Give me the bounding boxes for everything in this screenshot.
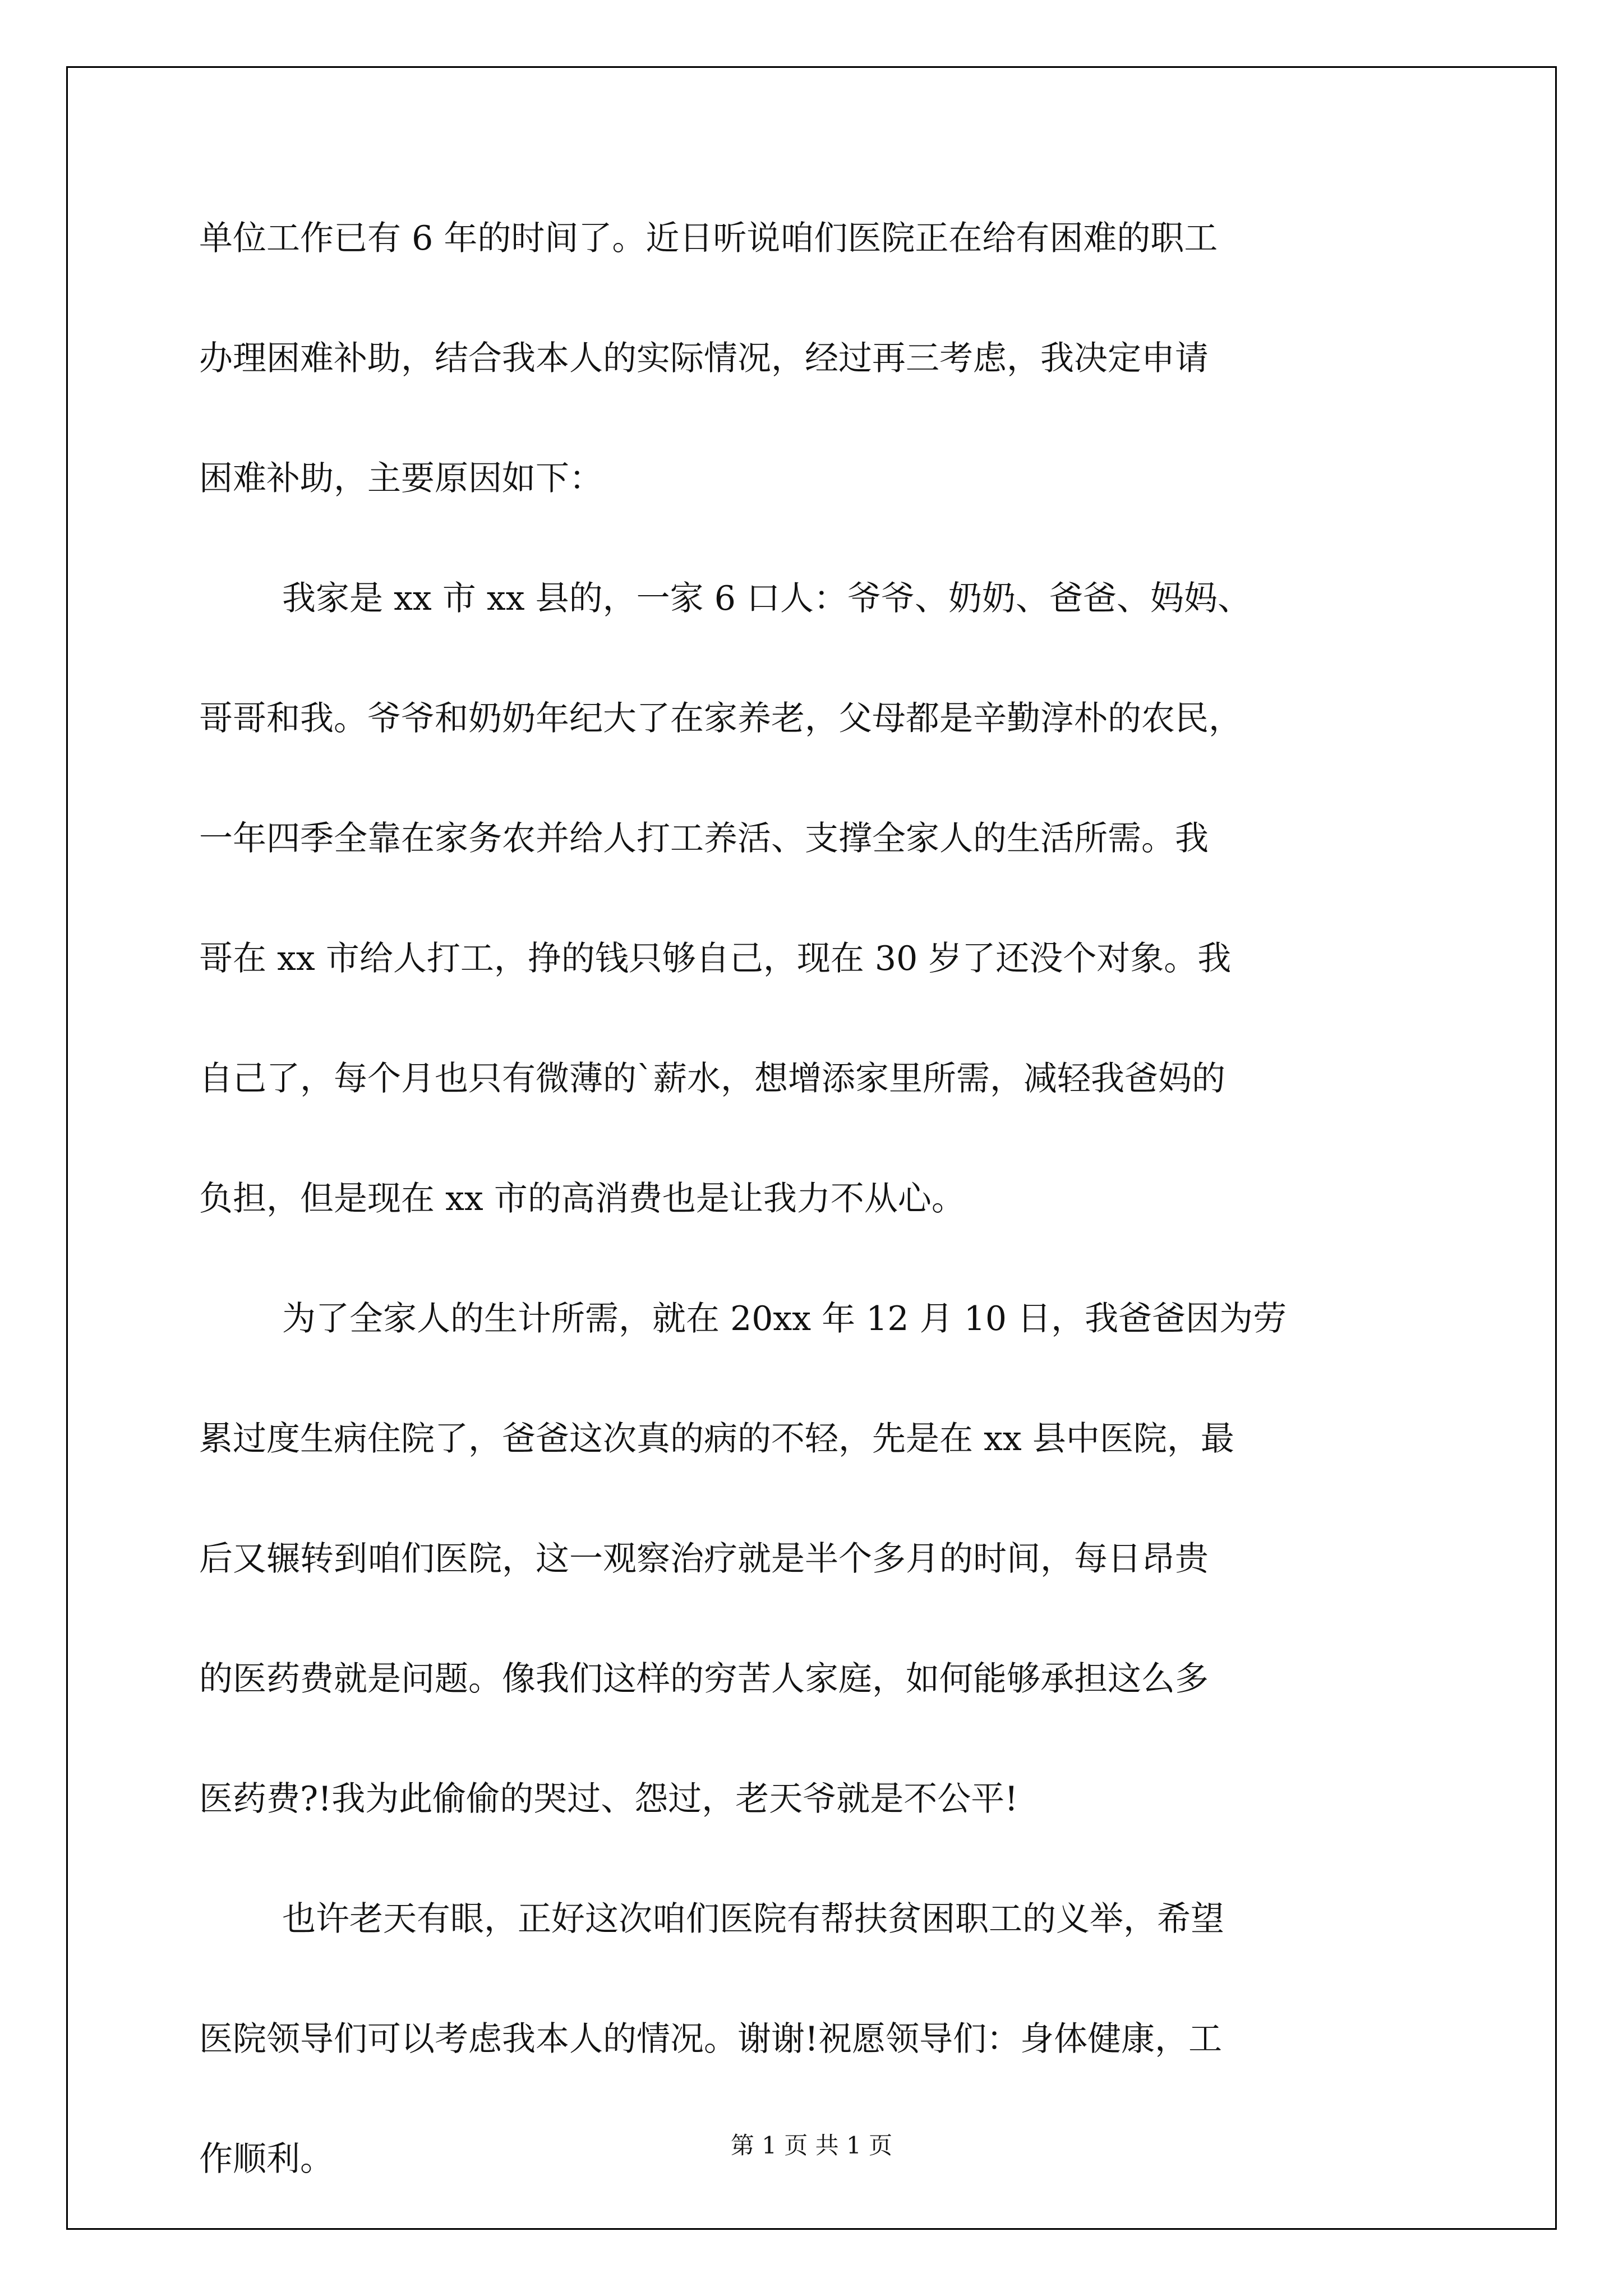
- paragraph-start-line: 我家是 xx 市 xx 县的，一家 6 口人：爷爷、奶奶、爸爸、妈妈、: [282, 579, 1251, 618]
- body-line: 办理困难补助，结合我本人的实际情况，经过再三考虑，我决定申请: [199, 339, 1209, 378]
- body-line: 医药费?!我为此偷偷的哭过、怨过，老天爷就是不公平!: [199, 1779, 1018, 1819]
- body-line: 的医药费就是问题。像我们这样的穷苦人家庭，如何能够承担这么多: [199, 1659, 1209, 1699]
- body-line: 累过度生病住院了，爸爸这次真的病的不轻，先是在 xx 县中医院，最: [199, 1419, 1234, 1458]
- paragraph-start-line: 也许老天有眼，正好这次咱们医院有帮扶贫困职工的义举，希望: [282, 1899, 1224, 1939]
- body-line: 困难补助，主要原因如下：: [199, 459, 603, 498]
- page-number-footer: 第 1 页 共 1 页: [730, 2132, 893, 2159]
- body-line: 后又辗转到咱们医院，这一观察治疗就是半个多月的时间，每日昂贵: [199, 1539, 1209, 1579]
- body-line: 作顺利。: [199, 2139, 334, 2179]
- paragraph-start-line: 为了全家人的生计所需，就在 20xx 年 12 月 10 日，我爸爸因为劳: [282, 1299, 1287, 1338]
- body-line: 自己了，每个月也只有微薄的`薪水，想增添家里所需，减轻我爸妈的: [199, 1059, 1225, 1098]
- body-line: 单位工作已有 6 年的时间了。近日听说咱们医院正在给有困难的职工: [199, 219, 1218, 258]
- body-line: 哥在 xx 市给人打工，挣的钱只够自己，现在 30 岁了还没个对象。我: [199, 939, 1232, 978]
- body-line: 医院领导们可以考虑我本人的情况。谢谢!祝愿领导们：身体健康，工: [199, 2019, 1223, 2059]
- body-line: 哥哥和我。爷爷和奶奶年纪大了在家养老，父母都是辛勤淳朴的农民，: [199, 699, 1242, 738]
- body-line: 一年四季全靠在家务农并给人打工养活、支撑全家人的生活所需。我: [199, 819, 1209, 858]
- body-line: 负担，但是现在 xx 市的高消费也是让我力不从心。: [199, 1179, 965, 1218]
